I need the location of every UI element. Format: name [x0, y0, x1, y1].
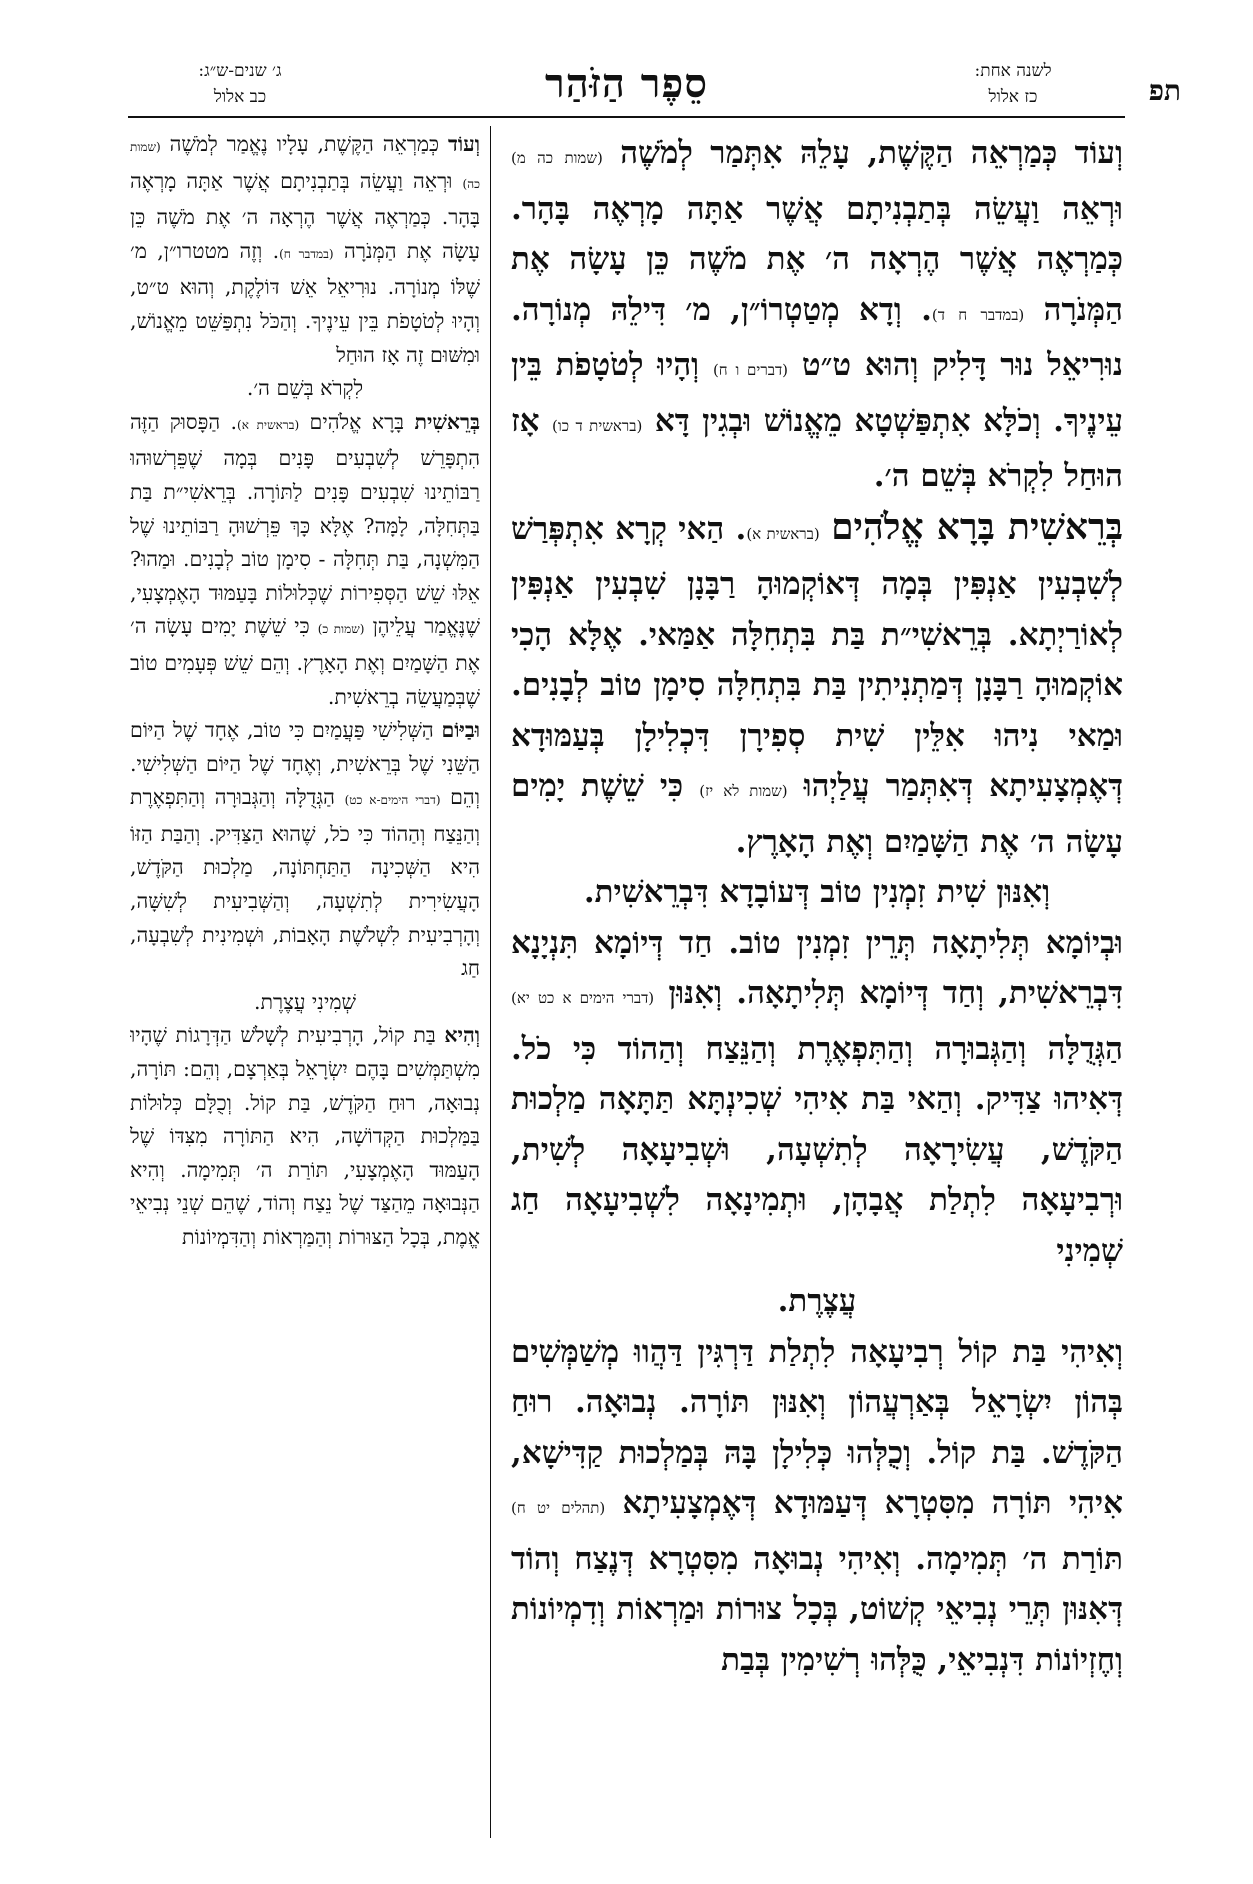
verse-reference: (בראשית א) [746, 524, 820, 543]
main-text: כִּי שֵׁשֶׁת יָמִים עָשָׂה ה׳ אֶת הַשָּׁמַיִם וְאֶת הָאָרֶץ. [511, 768, 1123, 860]
verse-reference: (שמות כה מ) [511, 149, 603, 167]
side-text: וּרְאֵה וַעֲשֵׂה בְּתַבְנִיתָם אֲשֶׁר אַתָּה מָרְאֶה בָּהָר. כְּמַרְאֶה אֲשֶׁר הֶרְאָה ה׳ אֶת מֹשֶׁה כֵּן עָשָׂה אֶת הַמְּנֹרָה [130, 168, 480, 263]
main-text: וּבְיוֹמָא תְּלִיתָאָה תְּרֵין זִמְנִין טוֹב. חַד דְּיוֹמָא תִּנְיָנָא דִּבְרֵאשִׁית, וְחַד דְּיוֹמָא תְּלִיתָאָה. וְאִנּוּן [511, 924, 1123, 1011]
side-text: כִּי שֵׁשֶׁת יָמִים עָשָׂה ה׳ אֶת הַשָּׁמַיִם וְאֶת הָאָרֶץ. וְהֵם שֵׁשׁ פְּעָמִים טוֹב שֶׁבְּמַעֲשֵׂה בְרֵאשִׁית. [130, 614, 480, 709]
header-left-line1: ג׳ שנים-ש״ג: [198, 61, 282, 81]
header-right-block [903, 58, 1123, 110]
header-right-line2: כז אלול [988, 87, 1038, 107]
side-text: . הַפָּסוּק הַזֶּה הִתְפָּרֵשׁ לְשִׁבְעִים פָּנִים בְּמָה שֶׁפֵּרְשׁוּהוּ רַבּוֹתֵינוּ שִׁבְעִים פָּנִים לַתּוֹרָה. בְּרֵאשִׁי״ת בַּת בַּתְּחִלָּה, לָמָּה? אֶלָּא כָּךְ פֵּרְשׁוּהָ רַבּוֹתֵינוּ שֶׁל הַמִּשְׁנָה, בַּת תְּחִלָּה - סִימָן טוֹב לְבָנִים. וּמַהוּ? אֵלּוּ שֵׁשׁ הַסְּפִירוֹת שֶׁכְּלוּלוֹת בָּעַמּוּד הָאֶמְצָעִי, שֶׁנֶּאֱמַר עֲלֵיהֶן [130, 409, 480, 639]
main-text: הַגְּדֻלָּה וְהַגְּבוּרָה וְהַתִּפְאֶרֶת וְהַנֵּצַח וְהַהוֹד כִּי כֹל. דְּאִיהוּ צַדִּיק. וְהַאי בַּת אִיהִי שְׁכִינְתָּא תַּתָּאָה מַלְכוּת הַקֹּדֶשׁ, עֲשִׂירָאָה לְתִשְׁעָה, וּשְׁבִיעָאָה לְשִׁית, וּרְבִיעָאָה לִתְלַת אֲבָהָן, וּתְמִינָאָה לִשְׁבִיעָאָה חַג שְׁמִינִי [511, 1030, 1123, 1269]
verse-reference: (שמות לא יז) [699, 782, 788, 800]
running-header [130, 58, 1123, 110]
verse-reference: (דברים ו ח) [712, 361, 789, 379]
main-paragraph-1 [511, 128, 1123, 502]
side-paragraph-3 [130, 714, 480, 986]
header-divider [128, 116, 1125, 118]
header-right-line1: לשנה אחת: [974, 61, 1052, 81]
side-lead-word: וְהִיא [444, 1023, 480, 1048]
side-paragraph-1-end: לִקְרֹא בְּשֵׁם ה׳. [246, 376, 364, 401]
verse-reference: (תהלים יט ח) [511, 1499, 606, 1517]
page-number: תפ [1148, 74, 1181, 107]
verse-reference: (בראשית ד כו) [552, 416, 643, 435]
side-text: בַּת קוֹל, הָרְבִיעִית לְשָׁלֹשׁ הַדְּרָגוֹת שֶׁהָיוּ מִשְׁתַּמְּשִׁים בָּהֶם יִשְׂרָאֵל בְּאַרְצָם, וְהֵם: תּוֹרָה, נְבוּאָה, רוּחַ הַקֹּדֶשׁ, בַּת קוֹל. וְכֻלָּם כְּלוּלוֹת בַּמַּלְכוּת הַקְּדוֹשָׁה, הִיא הַתּוֹרָה מִצִּדּוֹ שֶׁל הָעַמּוּד הָאֶמְצָעִי, תּוֹרַת ה׳ תְּמִימָה. וְהִיא הַנְּבוּאָה מֵהַצַּד שֶׁל נֵצַח וְהוֹד, שֶׁהֵם שְׁנֵי נְבִיאֵי אֱמֶת, בְּכָל הַצּוּרוֹת וְהַמַּרְאוֹת וְהַדִּמְיוֹנוֹת [130, 1023, 480, 1249]
header-left-line2: כב אלול [213, 87, 267, 107]
side-lead-word: בְּרֵאשִׁית [414, 409, 480, 434]
main-text: וְאִיהִי בַּת קוֹל רְבִיעָאָה לִתְלַת דַּרְגִּין דַּהֲווּ מְשַׁמְּשִׁים בְּהוֹן יִשְׂרָאֵל בְּאַרְעֲהוֹן וְאִנּוּן תּוֹרָה. נְבוּאָה. רוּחַ הַקֹּדֶשׁ. בַּת קוֹל. וְכֻלְּהוּ כְּלִילָן בָּהּ בְּמַלְכוּת קַדִּישָׁא, אִיהִי תּוֹרָה מִסִּטְרָא דְּעַמּוּדָא דְּאֶמְצָעִיתָא [511, 1333, 1123, 1521]
main-paragraph-2 [511, 502, 1123, 868]
header-left-block [130, 58, 350, 110]
book-title: סֵפֶר הַזֹּהַר [545, 60, 708, 107]
main-text: וְהָיוּ לְטֹטָפֹת בֵּין עֵינֶיךָ. וְכֹלָּא אִתְפַּשְׁטָא מֵאֱנוֹשׁ וּבְגִין דָּא [511, 347, 1123, 439]
verse-reference: (דברי הימים-א כט) [344, 793, 441, 808]
side-text: הַשְּׁלִישִׁי פַּעֲמַיִם כִּי טוֹב, אֶחָד שֶׁל הַיּוֹם הַשֵּׁנִי שֶׁל בְּרֵאשִׁית, וְאֶחָד שֶׁל הַיּוֹם הַשְּׁלִישִׁי. וְהֵם [130, 718, 480, 810]
side-lead-word: וְעוֹד [448, 132, 480, 156]
main-text: . וְדָא מְטַטְרוֹ״ן, מ׳ דִּילֵהּ מְנוֹרָה. נוּרִיאֵל נוּר דָּלִיק וְהוּא ט״ט [511, 291, 1123, 383]
verse-reference: (דברי הימים א כט יא) [511, 989, 655, 1007]
side-paragraph-4 [130, 1019, 480, 1254]
main-paragraph-4 [511, 918, 1123, 1277]
side-text: כְּמַרְאֵה הַקֶּשֶׁת, עָלָיו נֶאֱמַר לְמֹשֶׁה [169, 132, 440, 156]
main-text: וְעוֹד כְּמַרְאֵה הַקֶּשֶׁת, עָלֵהּ אִתְּמַר לְמֹשֶׁה [620, 135, 1123, 171]
main-text: אָז הוּחַל לִקְרֹא בְּשֵׁם ה׳. [511, 402, 1123, 494]
side-paragraph-2 [130, 406, 480, 714]
verse-reference: (שמות כ) [317, 622, 365, 637]
main-paragraph-5 [511, 1327, 1123, 1686]
main-opening-words: בְּרֵאשִׁית בָּרָא אֱלֹהִים [831, 505, 1123, 548]
side-paragraph-3-end: שְׁמִינִי עֲצֶרֶת. [253, 989, 357, 1014]
verse-reference: (במדבר ח) [279, 246, 334, 261]
side-text: בָּרָא אֱלֹהִים [309, 409, 405, 434]
side-lead-word: וּבַיּוֹם [441, 718, 480, 743]
main-text: . הַאי קְרָא אִתְפְּרַשׁ לְשִׁבְעִין אַנְפִּין בְּמָה דְּאוֹקְמוּהָ רַבָּנָן שִׁבְעִין אַנְפִּין לְאוֹרַיְתָא. בְּרֵאשִׁי״ת בַּת בִּתְחִלָּה אַמַּאי. אֶלָּא הָכִי אוֹקְמוּהָ רַבָּנָן דְּמַתְנִיתִין בַּת בִּתְחִלָּה סִימָן טוֹב לְבָנִים. וּמַאי נִיהוּ אִלֵּין שִׁית סְפִירָן דִּכְלִילָן בְּעַמּוּדָא דְּאֶמְצָעִיתָא דְּאִתְּמַר עֲלַיְהוּ [511, 510, 1123, 804]
side-paragraph-1 [130, 128, 480, 372]
verse-reference: (בראשית א) [237, 417, 300, 432]
column-divider [490, 126, 491, 1838]
main-aramaic-column [511, 128, 1123, 1838]
verse-reference: (במדבר ח ד) [931, 305, 1025, 324]
main-text: תּוֹרַת ה׳ תְּמִימָה. וְאִיהִי נְבוּאָה מִסִּטְרָא דְּנֶצַח וְהוֹד דְּאִנּוּן תְּרֵי נְבִיאֵי קְשׁוֹט, בְּכָל צוּרוֹת וּמַרְאוֹת וְדִמְיוֹנוֹת וְחֶזְיוֹנוֹת דִּנְבִיאֵי, כֻּלְּהוּ רְשִׁימִין בְּבַת [511, 1540, 1123, 1678]
verse-reference: (שמות כה) [130, 140, 480, 191]
main-paragraph-3: וְאִנּוּן שִׁית זִמְנִין טוֹב דְּעוֹבָדָא דִּבְרֵאשִׁית. [583, 874, 1051, 910]
main-text: וּרְאֵה וַעֲשֵׂה בְּתַבְנִיתָם אֲשֶׁר אַתָּה מָרְאֶה בָּהָר. כְּמַרְאֶה אֲשֶׁר הֶרְאָה ה׳ אֶת מֹשֶׁה כֵּן עָשָׂה אֶת הַמְּנֹרָה [511, 190, 1123, 328]
side-text: הַגְּדֻלָּה וְהַגְּבוּרָה וְהַתִּפְאֶרֶת וְהַנֵּצַח וְהַהוֹד כִּי כֹל, שֶׁהוּא הַצַּדִּיק. וְהַבַּת הַזּוֹ הִיא הַשְּׁכִינָה הַתַּחְתּוֹנָה, מַלְכוּת הַקֹּדֶשׁ, הָעֲשִׂירִית לְתִשְׁעָה, וְהַשְּׁבִיעִית לְשִׁשָּׁה, וְהָרְבִיעִית לִשְׁלֹשֶׁת הָאָבוֹת, וּשְׁמִינִית לְשִׁבְעָה, חַג [130, 785, 480, 981]
side-text: . וְזֶה מטטרו״ן, מ׳ שֶׁלּוֹ מְנוֹרָה. נוּרִיאֵל אֵשׁ דּוֹלֶקֶת, וְהוּא ט״ט, וְהָיוּ לְטֹטָפֹת בֵּין עֵינֶיךָ. וְהַכֹּל נִתְפַּשֵּׁט מֵאֱנוֹשׁ, וּמִשּׁוּם זֶה אָז הוּחַל [130, 238, 480, 367]
side-translation-column [130, 128, 480, 1838]
main-paragraph-4-end: עֲצֶרֶת. [777, 1283, 857, 1319]
